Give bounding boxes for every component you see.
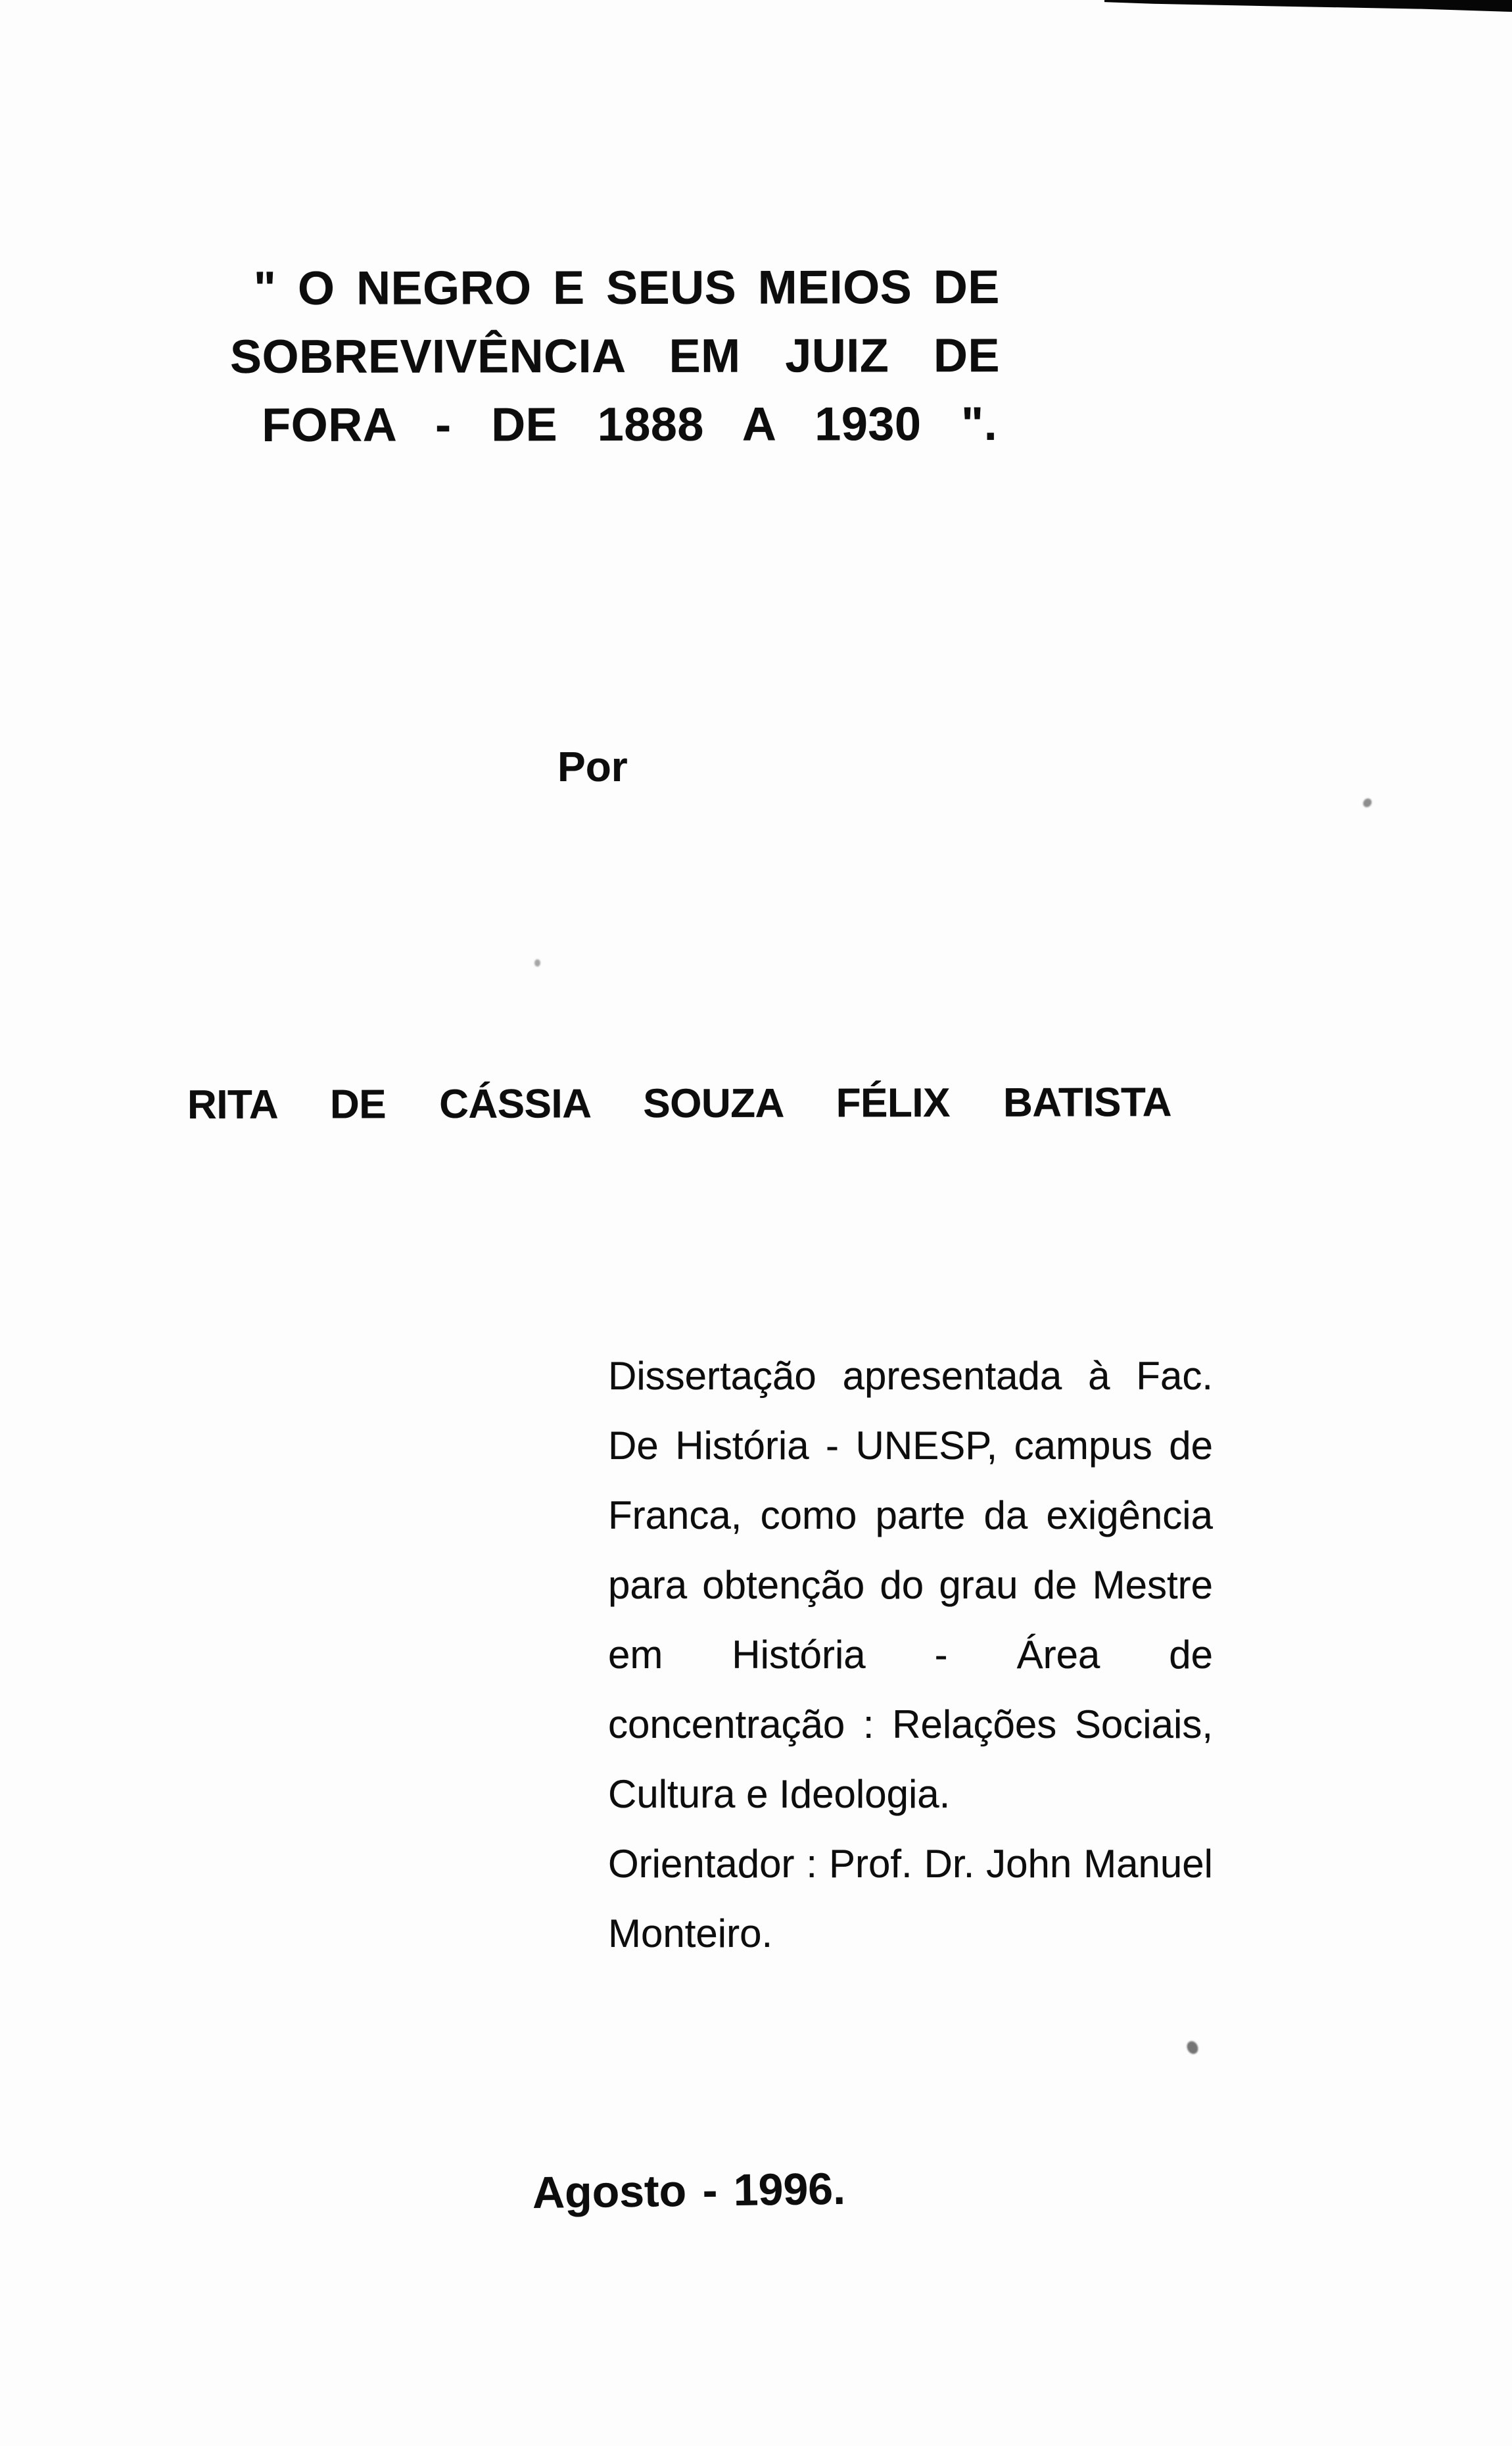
thesis-title (230, 253, 1001, 460)
note-line-3: Franca, como parte da exigência (608, 1493, 1213, 1537)
date-line: Agosto - 1996. (532, 2163, 846, 2218)
scan-speck (1361, 797, 1373, 809)
thesis-title-line-1: " O NEGRO E SEUS MEIOS DE (253, 260, 1000, 315)
note-line-2: De História - UNESP, campus de (608, 1424, 1213, 1468)
author-name: RITA DE CÁSSIA SOUZA FÉLIX BATISTA (187, 1080, 1172, 1128)
thesis-title-line-2: SOBREVIVÊNCIA EM JUIZ DE (229, 329, 1001, 384)
note-line-7: Cultura e Ideologia. (608, 1772, 951, 1816)
dissertation-note (608, 1341, 1213, 1969)
note-line-5: em História - Área de (608, 1633, 1213, 1677)
note-line-4: para obtenção do grau de Mestre (608, 1563, 1213, 1607)
thesis-title-line-3: FORA - DE 1888 A 1930 ". (262, 397, 998, 452)
note-line-6: concentração : Relações Sociais, (608, 1702, 1213, 1746)
byline-por: Por (557, 743, 628, 790)
scan-speck (1185, 2040, 1200, 2056)
scan-speck (534, 959, 540, 967)
note-line-8: Orientador : Prof. Dr. John Manuel (608, 1842, 1213, 1886)
note-line-9: Monteiro. (608, 1911, 773, 1955)
scan-artifact-top-edge (1104, 0, 1512, 14)
note-line-1: Dissertação apresentada à Fac. (608, 1354, 1213, 1398)
